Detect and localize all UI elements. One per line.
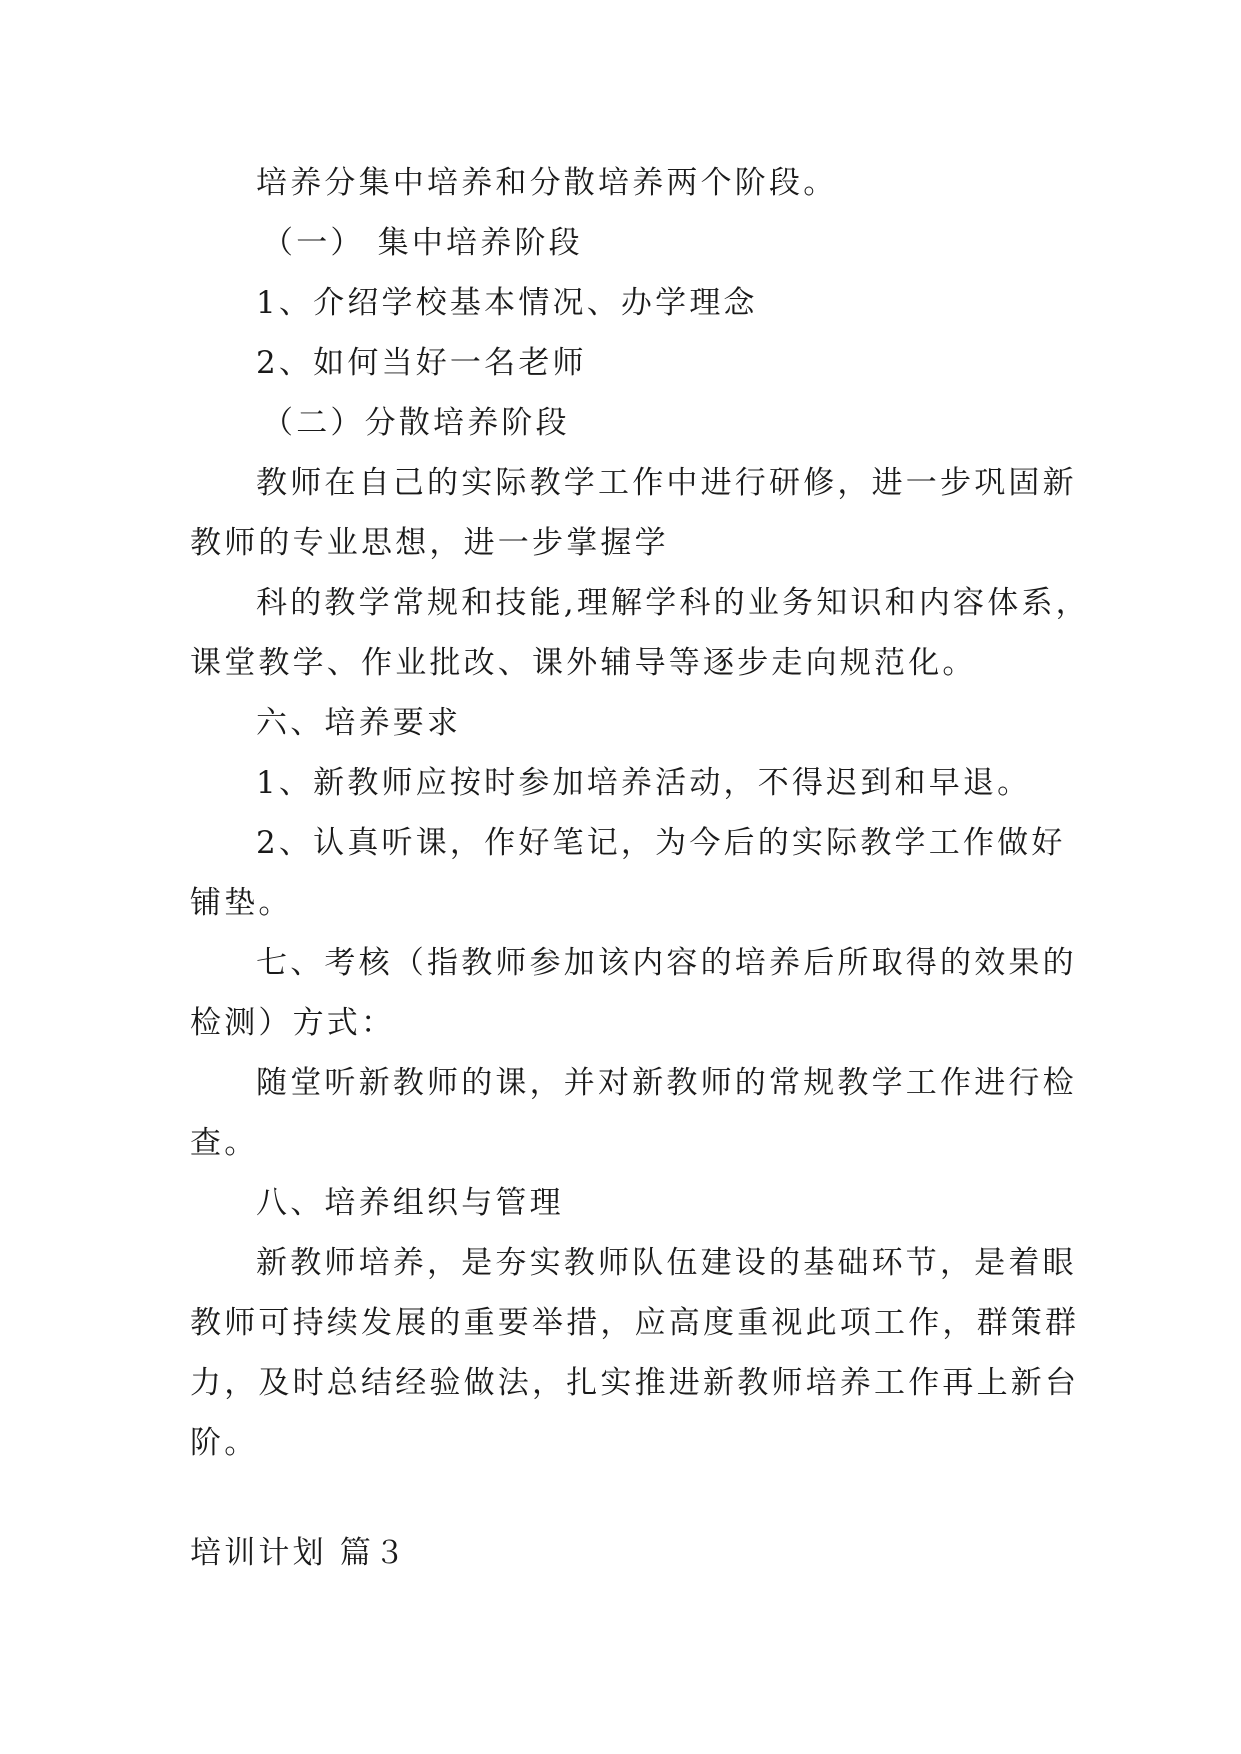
paragraph-line: 课堂教学、作业批改、课外辅导等逐步走向规范化。 [190,645,977,681]
paragraph-line: 查。 [190,1125,259,1161]
paragraph-line: 教师的专业思想，进一步掌握学 [190,525,669,561]
paragraph-line: 科的教学常规和技能,理解学科的业务知识和内容体系， [256,585,1090,621]
paragraph-line: 检测）方式： [190,1005,396,1041]
list-item: 2、认真听课，作好笔记，为今后的实际教学工作做好 [256,825,1066,861]
subheading-concentrated-stage: （一） 集中培养阶段 [262,225,583,261]
paragraph-line: 培养分集中培养和分散培养两个阶段。 [256,165,838,201]
list-item: 1、新教师应按时参加培养活动，不得迟到和早退。 [256,765,1032,801]
heading-assessment: 七、考核（指教师参加该内容的培养后所取得的效果的 [256,945,1077,981]
heading-requirements: 六、培养要求 [256,705,462,741]
list-item: 2、如何当好一名老师 [256,345,587,381]
paragraph-line: 铺垫。 [190,885,293,921]
paragraph-line: 教师可持续发展的重要举措，应高度重视此项工作，群策群 [190,1305,1080,1341]
paragraph-line: 随堂听新教师的课，并对新教师的常规教学工作进行检 [256,1065,1077,1101]
subheading-dispersed-stage: （二）分散培养阶段 [262,405,570,441]
paragraph-line: 教师在自己的实际教学工作中进行研修，进一步巩固新 [256,465,1077,501]
section-heading: 培训计划 篇３ [190,1535,409,1571]
list-item: 1、介绍学校基本情况、办学理念 [256,285,758,321]
paragraph-line: 力，及时总结经验做法，扎实推进新教师培养工作再上新台 [190,1365,1080,1401]
paragraph-line: 阶。 [190,1425,259,1461]
paragraph-line: 新教师培养，是夯实教师队伍建设的基础环节，是着眼 [256,1245,1077,1281]
heading-organization: 八、培养组织与管理 [256,1185,564,1221]
